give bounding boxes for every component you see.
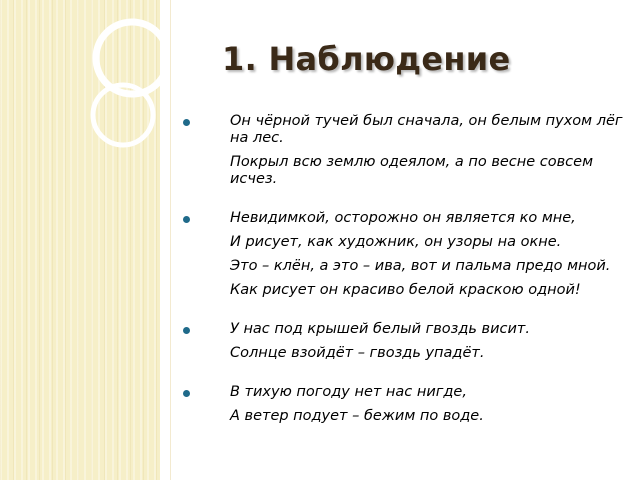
riddle-line: Невидимкой, осторожно он является ко мне, (183, 210, 623, 227)
riddle-line: Покрыл всю землю одеялом, а по весне совсем исчез. (230, 154, 594, 187)
divider-line (162, 0, 168, 480)
riddle-group-1 (183, 113, 623, 188)
riddle-line: А ветер подует – бежим по воде. (230, 408, 484, 424)
slide-content (183, 113, 623, 425)
riddle-line: И рисует, как художник, он узоры на окне. (230, 234, 562, 250)
riddle-group-3 (183, 321, 623, 362)
riddle-line: Как рисует он красиво белой краскою одной! (230, 282, 581, 298)
riddle-group-4 (183, 384, 623, 425)
riddle-line: Он чёрной тучей был сначала, он белым пухом лёг на лес. (183, 113, 623, 147)
riddle-line: У нас под крышей белый гвоздь висит. (183, 321, 623, 338)
slide-title: 1. Наблюдение (222, 40, 511, 78)
riddle-line: Это – клён, а это – ива, вот и пальма предо мной. (230, 258, 611, 274)
riddle-line: В тихую погоду нет нас нигде, (183, 384, 623, 401)
riddle-line: Солнце взойдёт – гвоздь упадёт. (230, 345, 485, 361)
riddle-group-2 (183, 210, 623, 299)
divider-line-thin (170, 0, 171, 480)
